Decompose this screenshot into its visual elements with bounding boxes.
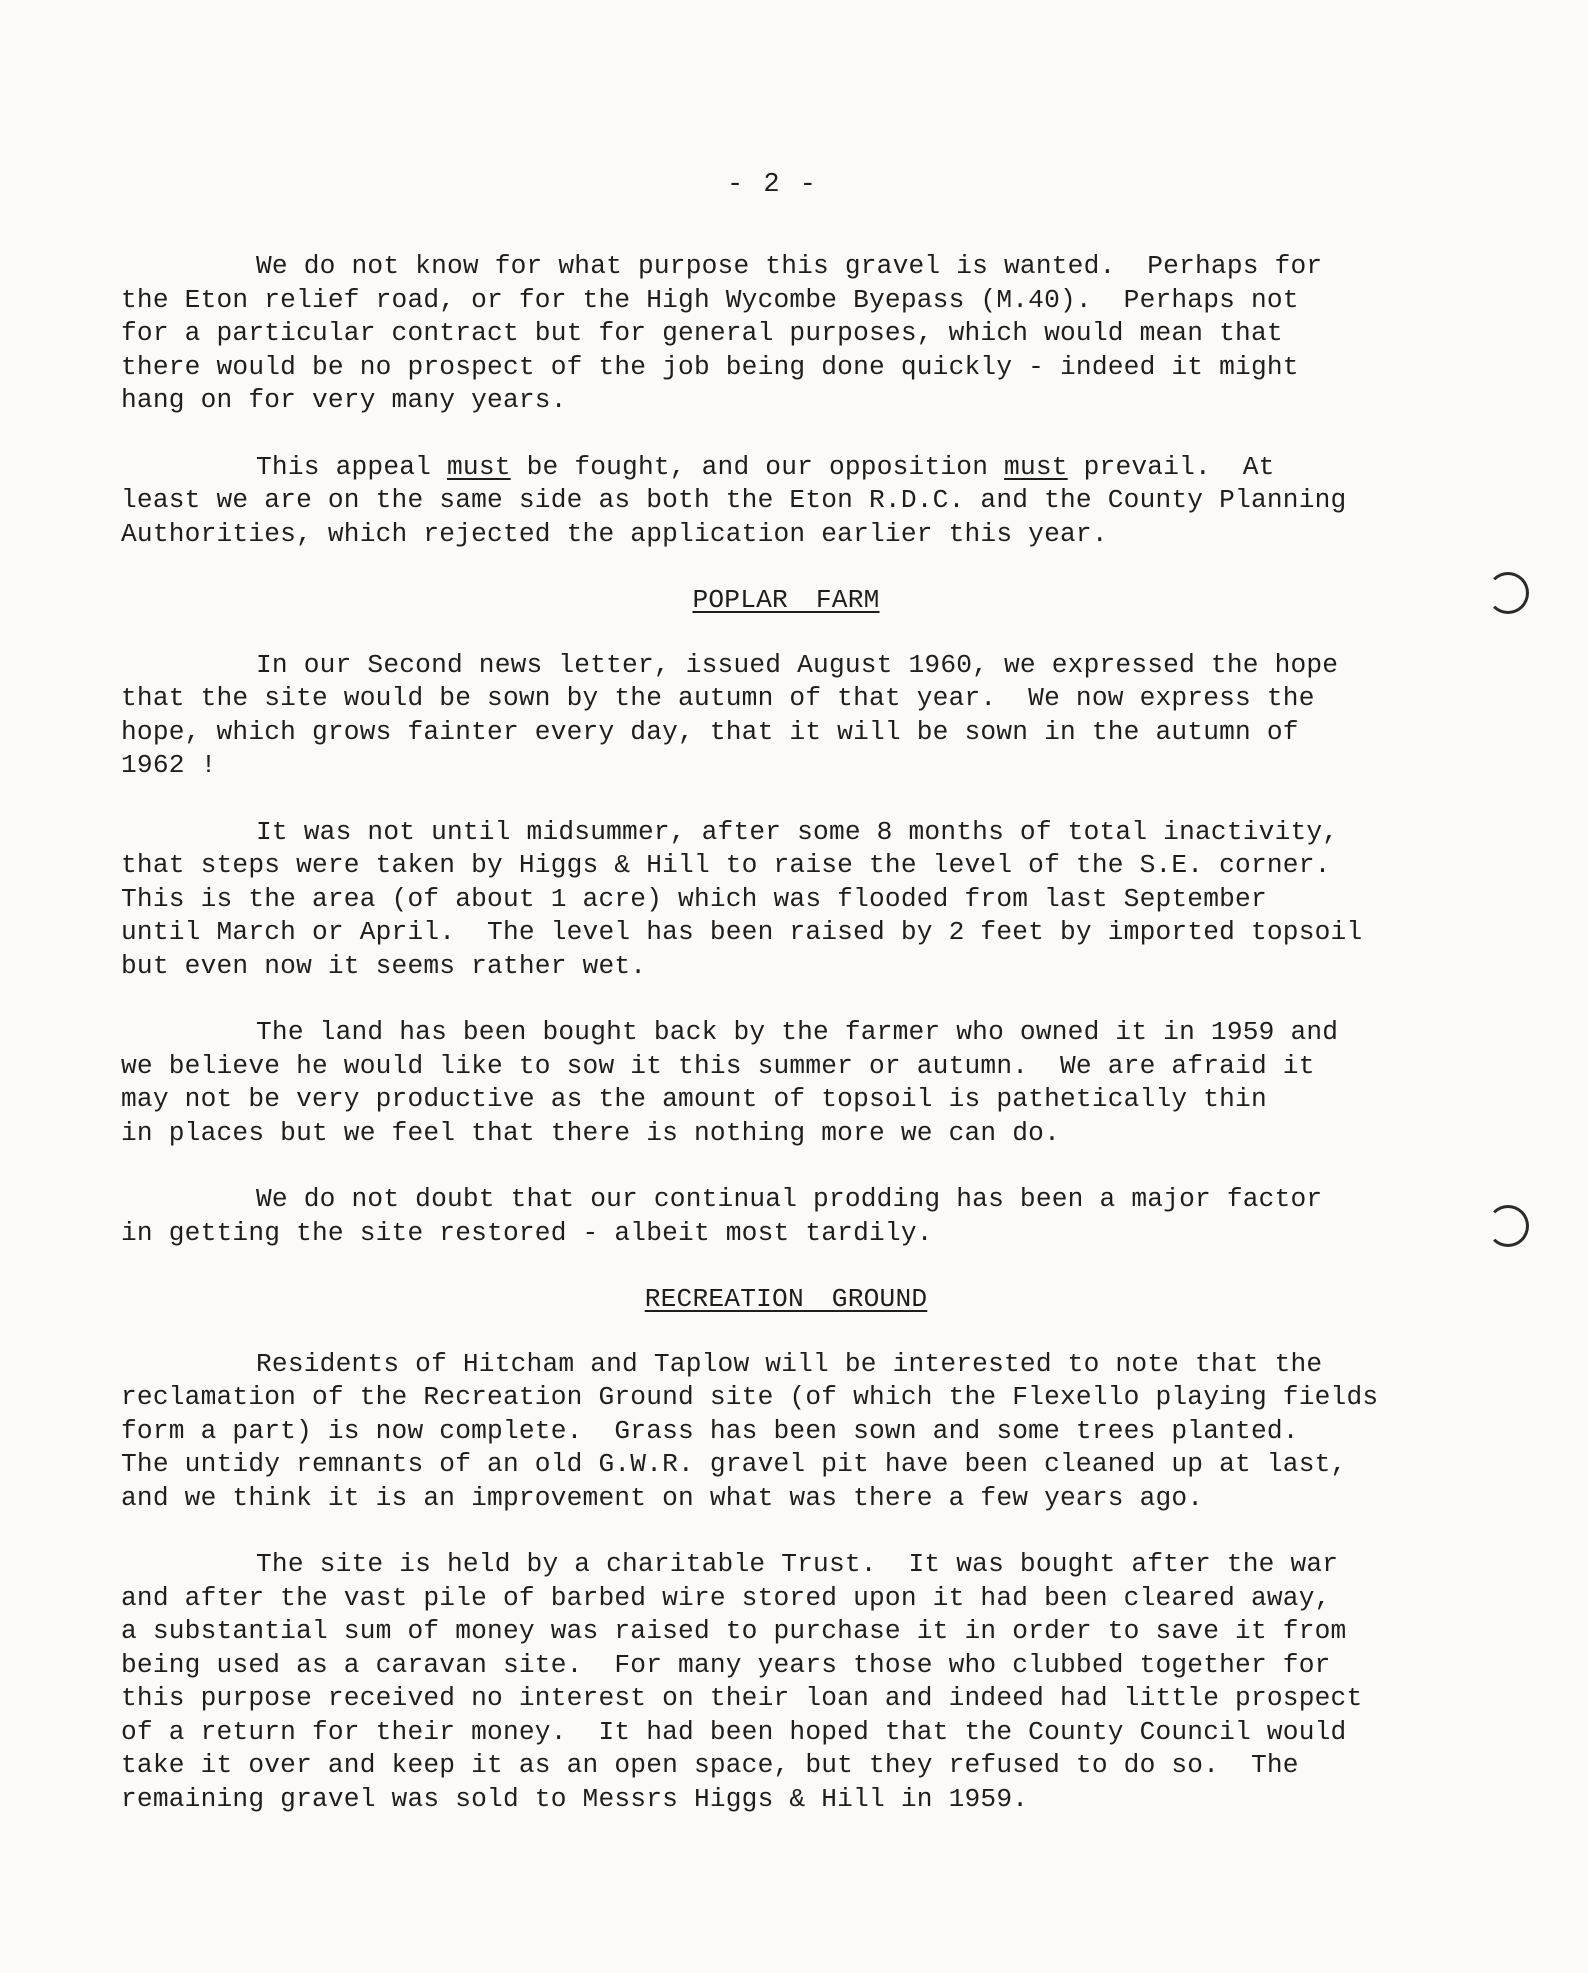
text-line: remaining gravel was sold to Messrs Higgs & Hill in 1959. xyxy=(121,1783,1029,1814)
text-line: This is the area (of about 1 acre) which was flooded from last September xyxy=(121,883,1267,914)
text-line: reclamation of the Recreation Ground site (of which the Flexello playing fields xyxy=(121,1382,1379,1412)
text-line: The untidy remnants of an old G.W.R. gravel pit have been cleaned up at last, xyxy=(121,1449,1347,1479)
text-line: but even now it seems rather wet. xyxy=(121,950,647,981)
text-line: hope, which grows fainter every day, that it will be sown in the autumn of xyxy=(121,716,1299,747)
text-fragment: prevail. At xyxy=(1067,451,1275,482)
paragraph-gravel-purpose xyxy=(121,250,1451,418)
text-line: and we think it is an improvement on what was there a few years ago. xyxy=(121,1482,1204,1513)
text-line: until March or April. The level has been raised by 2 feet by imported topsoil xyxy=(121,917,1363,947)
text-line: and after the vast pile of barbed wire stored upon it had been cleared away, xyxy=(121,1582,1331,1613)
text-line: We do not doubt that our continual prodding has been a major factor xyxy=(256,1184,1323,1214)
page-number: - 2 - xyxy=(727,170,819,200)
paragraph-bought-back xyxy=(121,1016,1451,1150)
text-line: a substantial sum of money was raised to purchase it in order to save it from xyxy=(121,1616,1347,1646)
text-line: that steps were taken by Higgs & Hill to raise the level of the S.E. corner. xyxy=(121,850,1331,880)
text-line: the Eton relief road, or for the High Wycombe Byepass (M.40). Perhaps not xyxy=(121,284,1299,315)
text-line: Authorities, which rejected the application earlier this year. xyxy=(121,518,1108,549)
text-line: form a part) is now complete. Grass has been sown and some trees planted. xyxy=(121,1415,1299,1446)
paragraph-appeal xyxy=(121,451,1451,552)
text-line: in getting the site restored - albeit most tardily. xyxy=(121,1217,933,1248)
text-line: Residents of Hitcham and Taplow will be interested to note that the xyxy=(256,1348,1323,1379)
underlined-word: must xyxy=(446,451,511,482)
section-heading-recreation-ground: RECREATION GROUND xyxy=(644,1284,928,1314)
text-line: for a particular contract but for general purposes, which would mean that xyxy=(121,318,1283,348)
text-line: least we are on the same side as both the Eton R.D.C. and the County Planning xyxy=(121,485,1347,515)
text-line: in places but we feel that there is nothing more we can do. xyxy=(121,1117,1060,1148)
text-line: hang on for very many years. xyxy=(121,385,567,415)
text-line: we believe he would like to sow it this summer or autumn. We are afraid it xyxy=(121,1050,1315,1081)
text-line: We do not know for what purpose this gravel is wanted. Perhaps for xyxy=(256,251,1323,281)
section-heading-poplar-farm: POPLAR FARM xyxy=(692,585,880,615)
paragraph-midsummer xyxy=(121,816,1451,984)
text-line: may not be very productive as the amount of topsoil is pathetically thin xyxy=(121,1084,1267,1114)
text-line: there would be no prospect of the job being done quickly - indeed it might xyxy=(121,351,1299,382)
paragraph-news-letter xyxy=(121,649,1451,783)
paragraph-charitable-trust xyxy=(121,1548,1451,1816)
text-line: that the site would be sown by the autumn of that year. We now express the xyxy=(121,683,1315,713)
text-line: The site is held by a charitable Trust. It was bought after the war xyxy=(256,1549,1339,1579)
text-line: 1962 ! xyxy=(121,750,217,780)
text-line xyxy=(121,451,1451,485)
text-fragment: This appeal xyxy=(256,451,447,482)
text-line: of a return for their money. It had been hoped that the County Council would xyxy=(121,1716,1347,1747)
text-line: take it over and keep it as an open space, but they refused to do so. The xyxy=(121,1750,1299,1780)
document-body xyxy=(121,250,1451,1849)
text-line: being used as a caravan site. For many years those who clubbed together for xyxy=(121,1649,1331,1680)
underlined-word: must xyxy=(1004,451,1068,482)
text-line: The land has been bought back by the farmer who owned it in 1959 and xyxy=(256,1017,1339,1047)
text-line: It was not until midsummer, after some 8 months of total inactivity, xyxy=(256,816,1339,847)
punch-hole-icon xyxy=(1487,1205,1529,1247)
paragraph-prodding xyxy=(121,1183,1451,1250)
paragraph-residents xyxy=(121,1348,1451,1516)
punch-hole-icon xyxy=(1487,572,1529,614)
text-fragment: be fought, and our opposition xyxy=(510,451,1005,482)
text-line: this purpose received no interest on their loan and indeed had little prospect xyxy=(121,1683,1363,1713)
text-line: In our Second news letter, issued August 1960, we expressed the hope xyxy=(256,649,1339,680)
